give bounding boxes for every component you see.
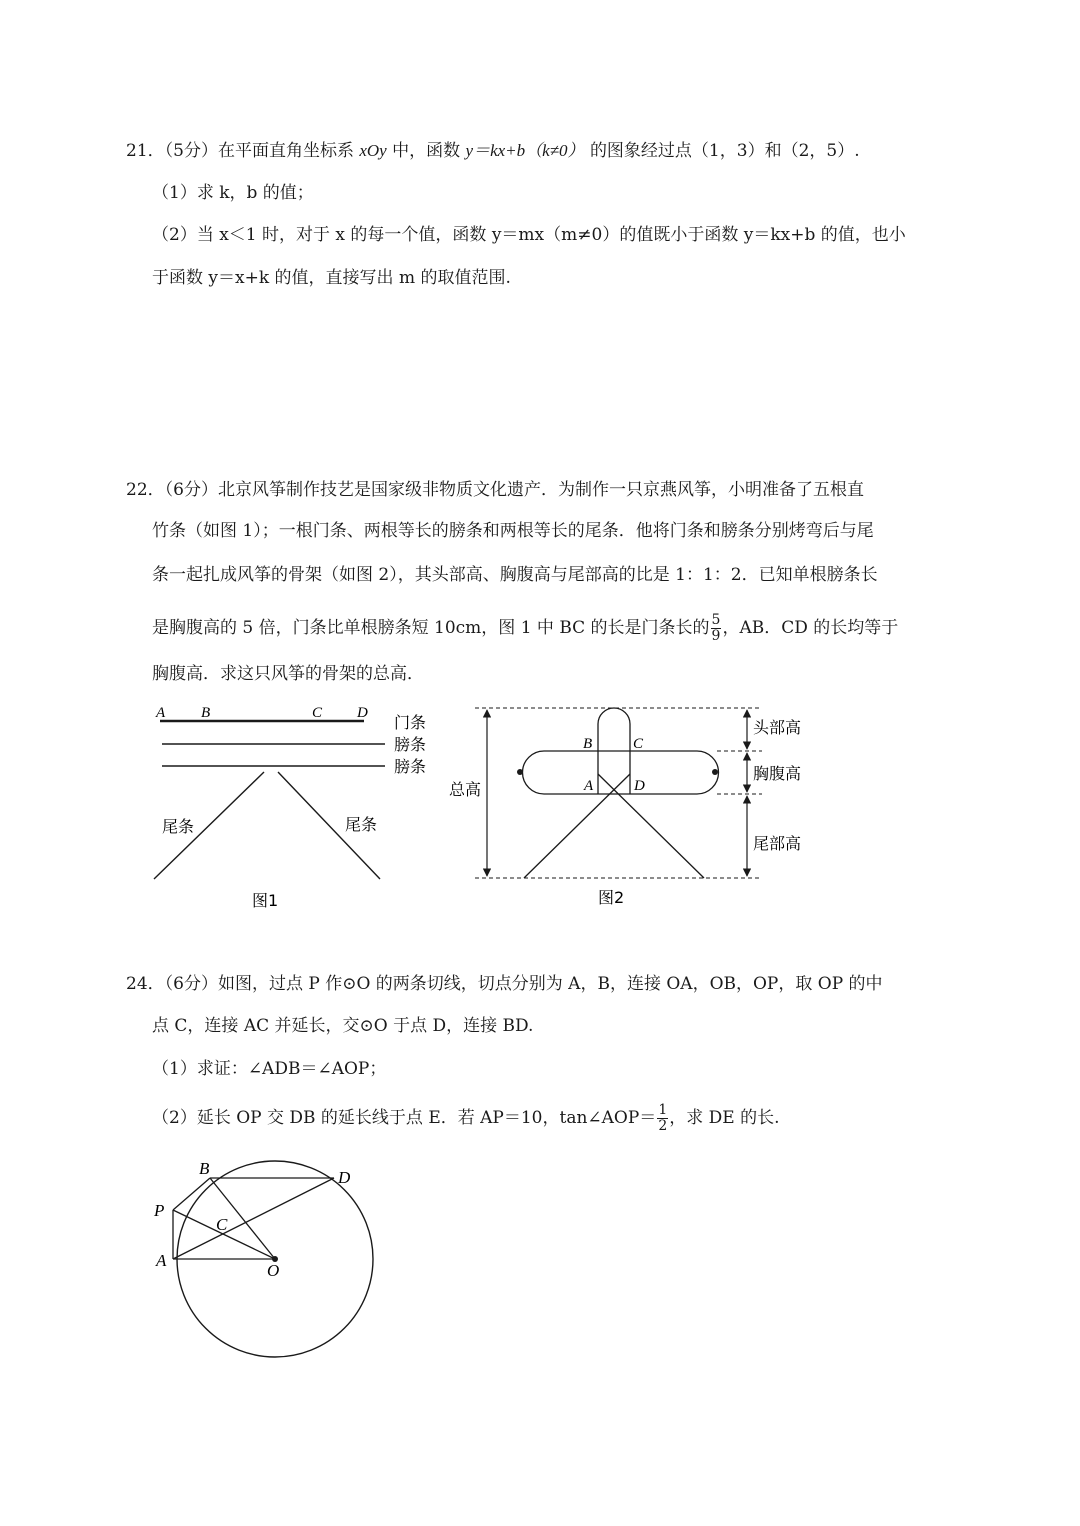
q24-fraction (657, 1103, 668, 1134)
fig1-label-a: A (156, 705, 166, 721)
fig2-label-total-height: 总高 (449, 780, 482, 799)
fraction-numerator: 5 (711, 612, 721, 628)
fraction-denominator: 2 (658, 1118, 668, 1134)
fig3-label-b: B (199, 1159, 210, 1178)
fig2-label-head-height: 头部高 (753, 718, 802, 737)
q24-part1: （1）求证：∠ADB＝∠AOP； (152, 1059, 387, 1079)
fig1-label-bangtiao-2: 膀条 (394, 757, 427, 776)
q24-line2: 点 C，连接 AC 并延长，交⊙O 于点 D，连接 BD. (152, 1016, 534, 1036)
q21-var-xoy: xOy (359, 141, 387, 160)
q22-fraction (711, 613, 722, 644)
q22-line1: 22．（6分）北京风筝制作技艺是国家级非物质文化遗产．为制作一只京燕风筝，小明准备了五根直 (126, 480, 864, 500)
fig2-caption: 图2 (598, 888, 625, 907)
fig3-label-d: D (338, 1168, 351, 1187)
fig2-label-c: C (633, 736, 644, 752)
q22-figure2 (440, 700, 840, 915)
q21-line1 (126, 139, 860, 163)
fig2-label-a: A (584, 778, 594, 794)
q24-part2-a: （2）延长 OP 交 DB 的延长线于点 E．若 AP＝10，tan∠AOP＝ (152, 1108, 657, 1128)
tail-right-line (598, 774, 704, 878)
fig3-label-o: O (267, 1261, 280, 1280)
q21-tail: 的图象经过点（1，3）和（2，5）. (589, 141, 860, 161)
q24-figure (140, 1150, 390, 1370)
q24-part2-b: ，求 DE 的长. (669, 1108, 780, 1128)
q22-line4 (152, 613, 898, 644)
q24-line1: 24．（6分）如图，过点 P 作⊙O 的两条切线，切点分别为 A，B，连接 OA，OB，OP，取 OP 的中 (126, 974, 883, 994)
fig2-label-b: B (583, 736, 593, 752)
fig1-label-c: C (312, 705, 323, 721)
q21-part2-line1: （2）当 x＜1 时，对于 x 的每一个值，函数 y＝mx（m≠0）的值既小于函数 y＝kx+b 的值，也小 (152, 225, 906, 245)
q22-line2: 竹条（如图 1）；一根门条、两根等长的膀条和两根等长的尾条．他将门条和膀条分别烤弯后与尾 (152, 521, 874, 541)
q22-figure1 (140, 700, 440, 915)
fig1-label-weitiao-right: 尾条 (345, 815, 378, 834)
fig3-label-p: P (154, 1201, 165, 1220)
fig1-label-weitiao-left: 尾条 (162, 817, 195, 836)
fig1-label-b: B (201, 705, 211, 721)
fig3-label-c: C (216, 1215, 228, 1234)
kite-wings-loop (523, 751, 719, 794)
q21-part1: （1）求 k，b 的值； (152, 183, 314, 203)
fig2-label-chest-height: 胸腹高 (753, 764, 802, 783)
fig2-label-tail-height: 尾部高 (753, 834, 802, 853)
q22-line4-b: ，AB．CD 的长均等于 (722, 618, 899, 638)
wing-left-dot (517, 769, 523, 775)
fig1-caption: 图1 (252, 891, 279, 910)
q21-func: y＝kx+b（k≠0） (465, 141, 585, 160)
fig1-label-bangtiao-1: 膀条 (394, 735, 427, 754)
fig1-label-mentiao: 门条 (394, 713, 427, 732)
q22-line4-a: 是胸腹高的 5 倍，门条比单根膀条短 10cm，图 1 中 BC 的长是门条长的 (152, 618, 710, 638)
q22-line3: 条一起扎成风筝的骨架（如图 2），其头部高、胸腹高与尾部高的比是 1：1：2．已知单根膀条长 (152, 565, 878, 585)
fig1-label-d: D (357, 705, 368, 721)
fraction-numerator: 1 (658, 1102, 668, 1118)
q22-line5: 胸腹高．求这只风筝的骨架的总高． (152, 664, 424, 684)
q24-part2 (152, 1103, 780, 1134)
q21-mid: 中，函数 (392, 141, 461, 161)
segment-pb (173, 1178, 210, 1210)
fig2-label-d: D (634, 778, 645, 794)
wing-right-dot (712, 769, 718, 775)
q21-head: 21．（5分）在平面直角坐标系 (126, 141, 354, 161)
fraction-denominator: 9 (711, 628, 721, 644)
segment-ad (173, 1178, 334, 1259)
q21-part2-line2: 于函数 y＝x+k 的值，直接写出 m 的取值范围. (152, 268, 511, 288)
fig3-label-a: A (156, 1251, 167, 1270)
